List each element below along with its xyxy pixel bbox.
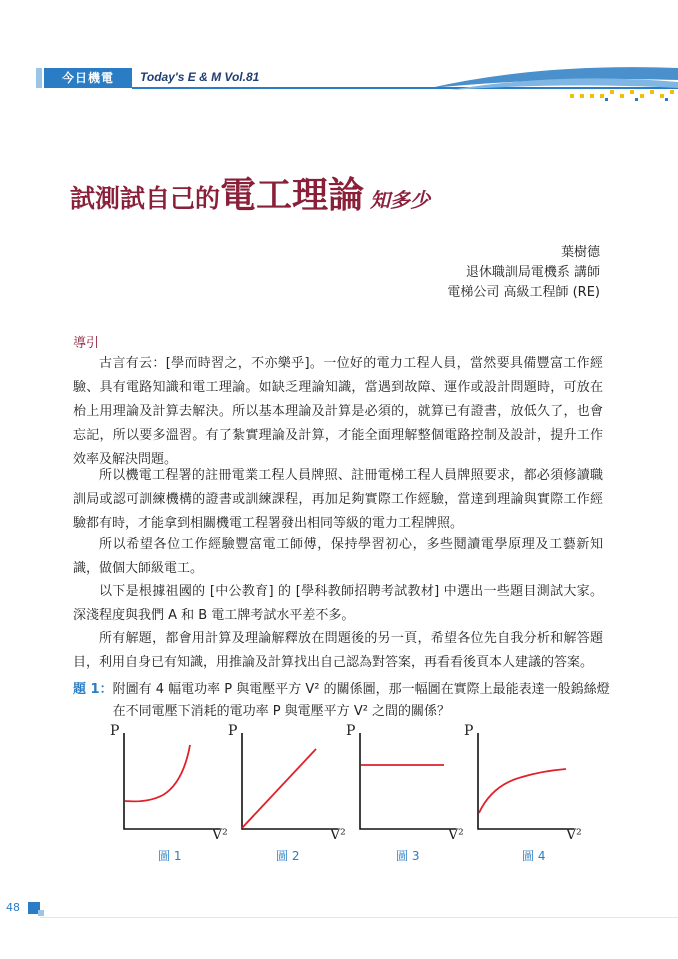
graph-2-x-label: V²: [330, 827, 346, 843]
graph-1-x-label: V²: [212, 827, 228, 843]
article-title: [70, 167, 430, 218]
graph-1-y-label: P: [110, 723, 120, 739]
graph-4: [462, 725, 582, 845]
author-name: 葉樹德: [560, 245, 600, 260]
magazine-issue: Today's E & M Vol.81: [140, 70, 260, 84]
paragraph-1: 古言有云：[學而時習之，不亦樂乎]。一位好的電力工程人員，當然要具備豐富工作經驗、具有電路知識和電工理論。如缺乏理論知識，當遇到故障、運作或設計問題時，可放在枱上用理論及計算去解決。所以基本理論及計算是必須的，就算已有證書，放低久了，也會忘記，所以要多溫習。有了紮實理論及計算，才能全面理解整個電路控制及設計，提升工作效率及解決問題。: [73, 356, 603, 467]
paragraph-3: 所以希望各位工作經驗豐富電工師傅，保持學習初心，多些鬩讀電學原理及工藝新知識，做個大師級電工。: [73, 537, 603, 576]
graph-4-plot: [462, 725, 582, 845]
title-part1: 試測試自己的: [70, 184, 221, 213]
graph-3-caption: 圖 3: [396, 849, 420, 863]
title-part2: 電工理論: [220, 175, 365, 216]
column-tag: 今日機電: [44, 68, 132, 88]
graph-3-plot: [344, 725, 464, 845]
graph-4-y-label: P: [464, 723, 474, 739]
page-number: 48: [6, 901, 20, 914]
footer-squares-graphic: [24, 898, 48, 918]
header-swoosh-graphic: [420, 58, 678, 108]
footer-rule: [40, 917, 678, 918]
section-heading: 導引: [73, 336, 100, 351]
question-label: 題 1：: [73, 682, 113, 697]
paragraph-4: 以下是根據祖國的 [中公教育] 的 [學科教師招聘考試教材] 中選出一些題目測試大家。深淺程度與我們 A 和 B 電工牌考試水平差不多。: [73, 584, 603, 623]
graph-2-y-label: P: [228, 723, 238, 739]
question-text: 附圖有 4 幅電功率 P 與電壓平方 V² 的關係圖，那一幅圖在實際上最能表達一般鎢絲燈在不同電壓下消耗的電功率 P 與電壓平方 V² 之間的關係？: [112, 682, 610, 719]
author-affiliation-1: 退休職訓局電機系 講師: [465, 265, 600, 280]
title-part3: 知多少: [370, 188, 431, 212]
graph-2: [226, 725, 346, 845]
graph-2-plot: [226, 725, 346, 845]
graph-4-caption: 圖 4: [522, 849, 546, 863]
graph-1-caption: 圖 1: [158, 849, 182, 863]
graph-3-x-label: V²: [448, 827, 464, 843]
graph-1: [108, 725, 228, 845]
graph-2-caption: 圖 2: [276, 849, 300, 863]
paragraph-2: 所以機電工程署的註冊電業工程人員牌照、註冊電梯工程人員牌照要求，都必須修讀職訓局或認可訓練機構的證書或訓練課程，再加足夠實際工作經驗，當達到理論與實際工作經驗都有時，才能拿到相關機電工程署發出相同等級的電力工程牌照。: [73, 468, 603, 531]
graph-3: [344, 725, 464, 845]
author-affiliation-2: 電梯公司 高級工程師 (RE): [447, 285, 600, 300]
graph-4-x-label: V²: [566, 827, 582, 843]
paragraph-5: 所有解題，都會用計算及理論解釋放在問題後的另一頁，希望各位先自我分析和解答題目，利用自身已有知識，用推論及計算找出自己認為對答案，再看看後頁本人建議的答案。: [73, 631, 603, 670]
question-1: [73, 679, 613, 723]
graph-1-plot: [108, 725, 228, 845]
graph-3-y-label: P: [346, 723, 356, 739]
